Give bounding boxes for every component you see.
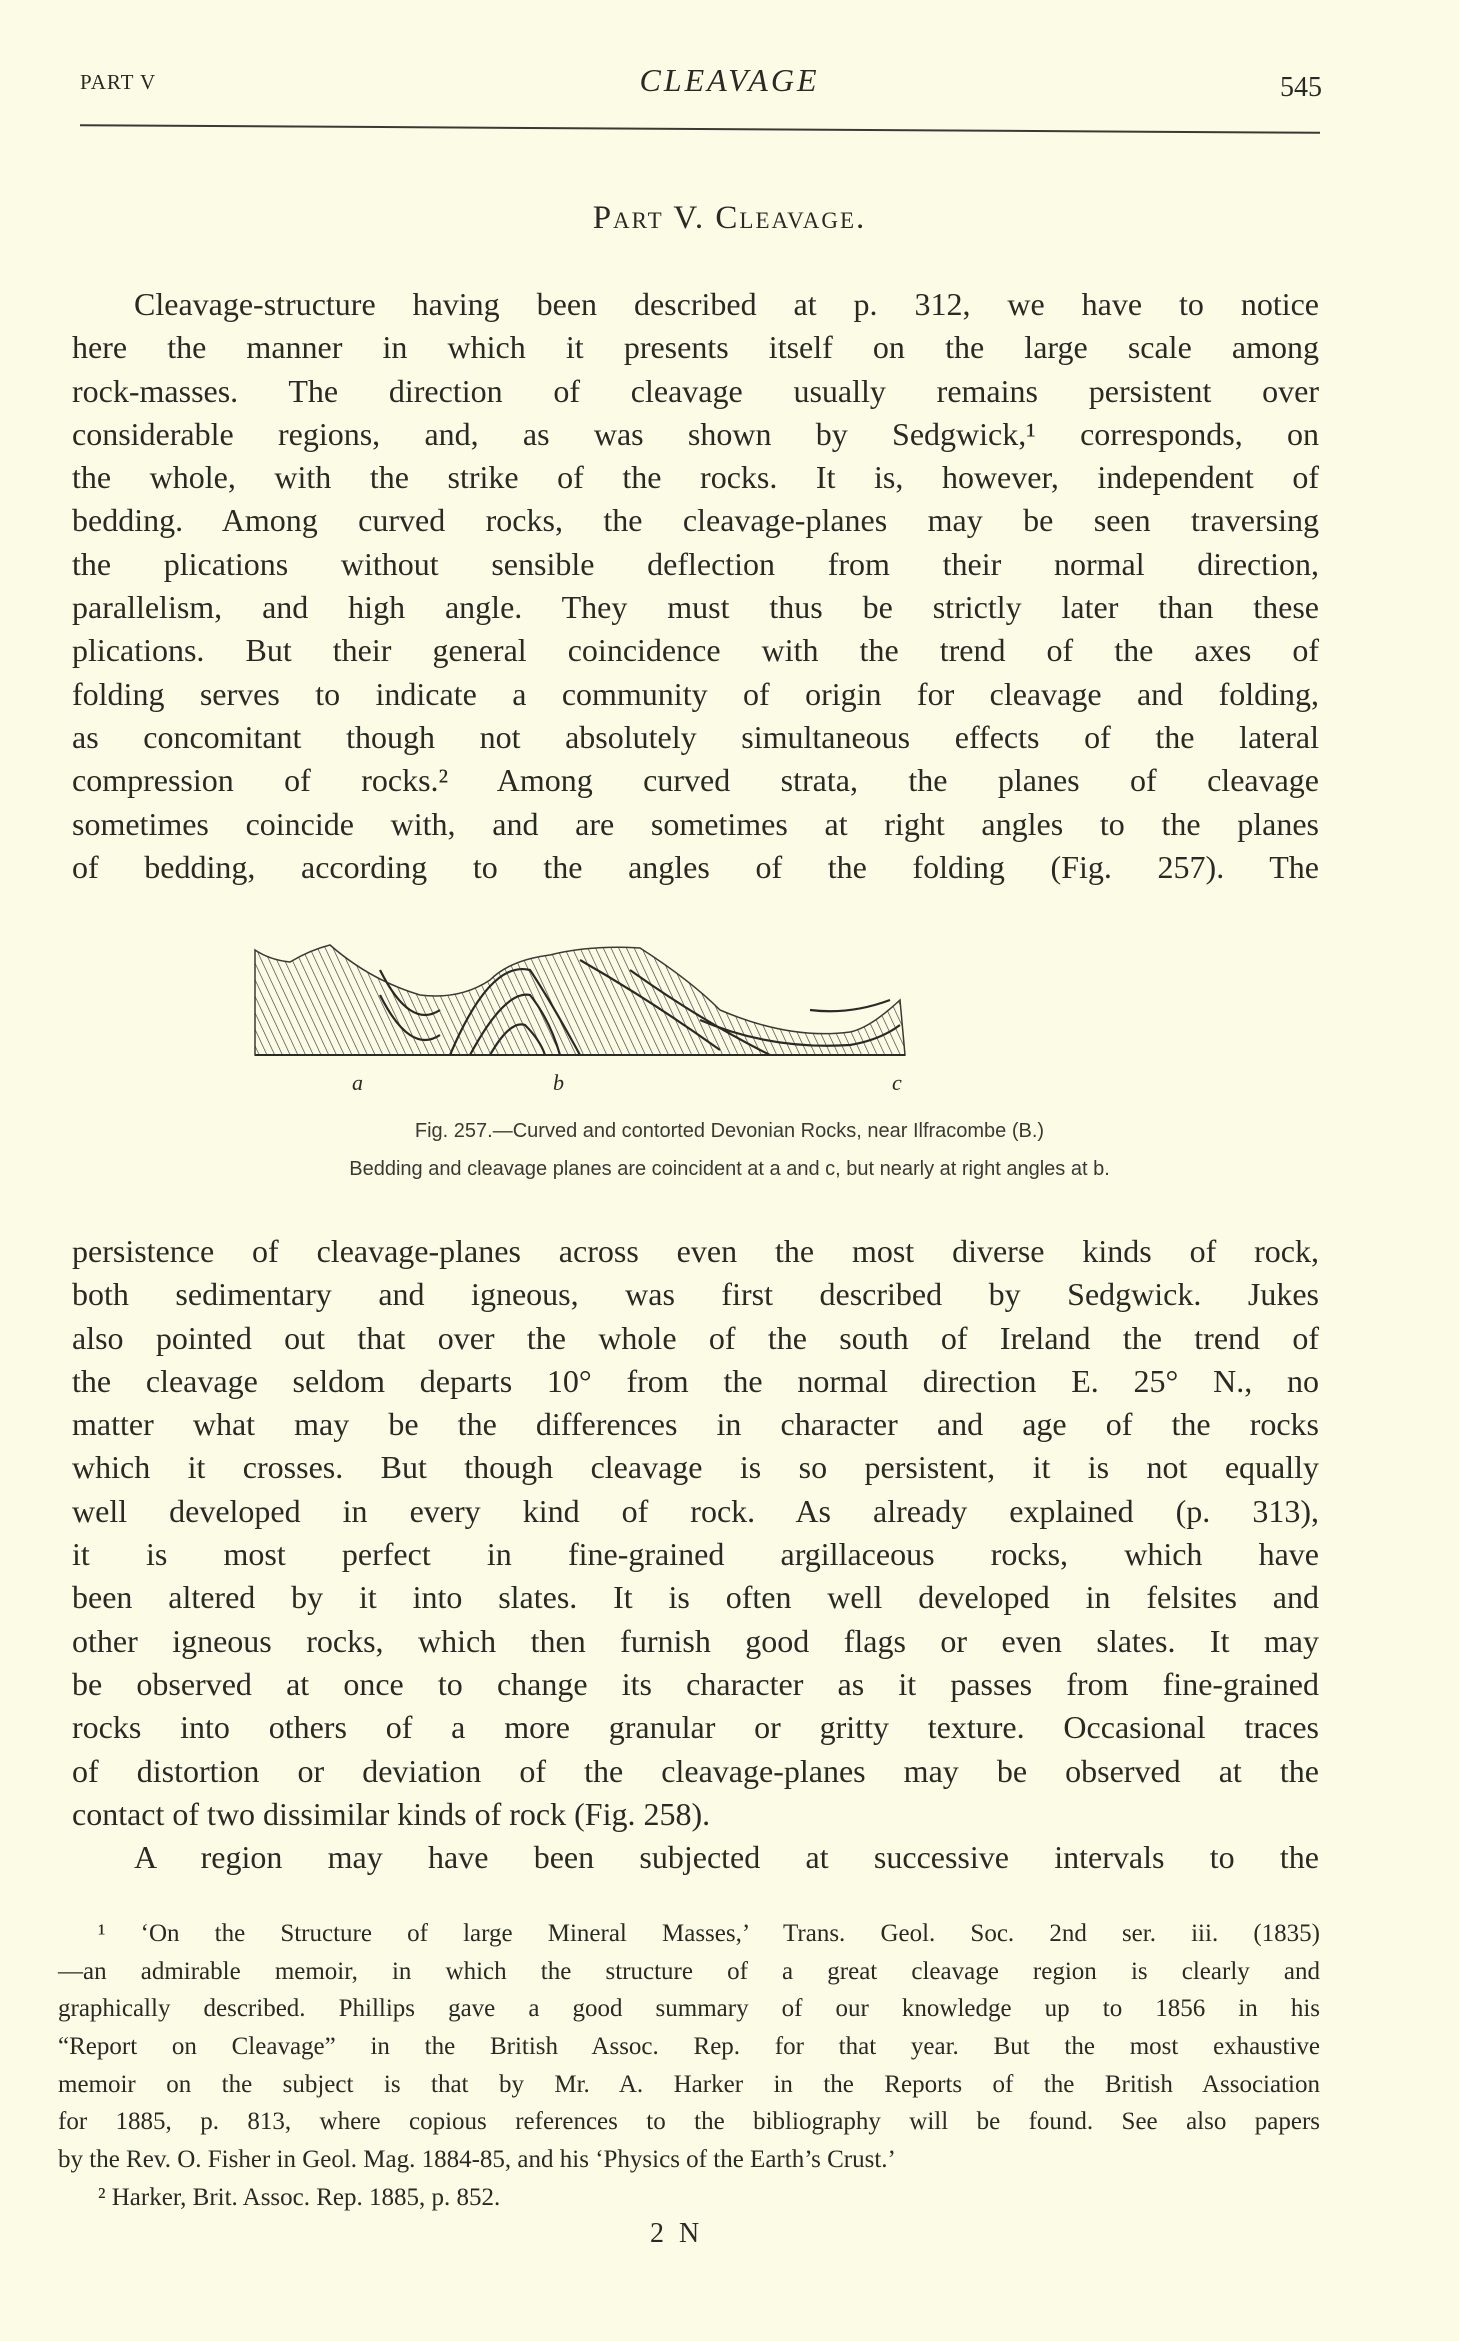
- paragraph-line: been altered by it into slates. It is often well developed in felsites and: [72, 1579, 1319, 1616]
- paragraph-line: considerable regions, and, as was shown by Sedgwick,¹ corresponds, on: [72, 415, 1319, 452]
- figure-caption-line-2: Bedding and cleavage planes are coincident at a and c, but nearly at right angles at b.: [349, 1158, 1110, 1180]
- printer-signature: 2 N: [650, 2218, 704, 2249]
- figure-257-illustration: [250, 920, 1160, 1065]
- running-header-title: CLEAVAGE: [639, 62, 820, 98]
- paragraph-line: rock-masses. The direction of cleavage usually remains persistent over: [72, 372, 1319, 409]
- paragraph-line: the plications without sensible deflection from their normal direction,: [72, 545, 1319, 582]
- paragraph-line: well developed in every kind of rock. As already explained (p. 313),: [72, 1492, 1319, 1529]
- paragraph-line: sometimes coincide with, and are sometimes at right angles to the planes: [72, 805, 1319, 842]
- page-number: 545: [1280, 72, 1322, 103]
- paragraph-line: bedding. Among curved rocks, the cleavage-planes may be seen traversing: [72, 502, 1319, 539]
- footnotes: [58, 1915, 1320, 2217]
- section-title: Part V. Cleavage.: [592, 200, 867, 236]
- footnote-1-line: memoir on the subject is that by Mr. A. Harker in the Reports of the British Association: [58, 2070, 1320, 2098]
- paragraph-line: plications. But their general coincidence with the trend of the axes of: [72, 632, 1319, 669]
- running-header-part: PART V: [80, 70, 157, 94]
- paragraph-1: [72, 283, 1319, 889]
- paragraph-line: matter what may be the differences in character and age of the rocks: [72, 1406, 1319, 1443]
- footnote-1-line: ¹ ‘On the Structure of large Mineral Masses,’ Trans. Geol. Soc. 2nd ser. iii. (1835): [98, 1920, 1320, 1947]
- paragraph-line: contact of two dissimilar kinds of rock (Fig. 258).: [72, 1795, 711, 1832]
- paragraph-line: compression of rocks.² Among curved strata, the planes of cleavage: [72, 762, 1319, 799]
- footnote-1-line: for 1885, p. 813, where copious references to the bibliography will be found. See also papers: [58, 2108, 1320, 2136]
- footnote-1-line: graphically described. Phillips gave a good summary of our knowledge up to 1856 in his: [58, 1995, 1320, 2023]
- paragraph-line: here the manner in which it presents itself on the large scale among: [72, 329, 1319, 366]
- footnote-1-line: by the Rev. O. Fisher in Geol. Mag. 1884-85, and his ‘Physics of the Earth’s Crust.’: [58, 2146, 896, 2174]
- paragraph-3: [72, 1836, 1319, 1879]
- figure-label-c: c: [892, 1070, 902, 1095]
- paragraph-line: other igneous rocks, which then furnish good flags or even slates. It may: [72, 1622, 1319, 1659]
- figure-label-a: a: [352, 1070, 363, 1095]
- figure-label-b: b: [553, 1070, 564, 1095]
- paragraph-line: as concomitant though not absolutely simultaneous effects of the lateral: [72, 718, 1319, 755]
- paragraph-line: of distortion or deviation of the cleavage-planes may be observed at the: [72, 1752, 1319, 1789]
- paragraph-line: both sedimentary and igneous, was first described by Sedgwick. Jukes: [72, 1276, 1319, 1313]
- paragraph-line: of bedding, according to the angles of the folding (Fig. 257). The: [72, 848, 1319, 885]
- paragraph-line: A region may have been subjected at successive intervals to the: [134, 1839, 1319, 1875]
- paragraph-line: it is most perfect in fine-grained argillaceous rocks, which have: [72, 1536, 1319, 1573]
- paragraph-line: also pointed out that over the whole of the south of Ireland the trend of: [72, 1319, 1319, 1356]
- paragraph-line: persistence of cleavage-planes across even the most diverse kinds of rock,: [72, 1233, 1319, 1269]
- paragraph-line: be observed at once to change its character as it passes from fine-grained: [72, 1665, 1319, 1702]
- footnote-2: ² Harker, Brit. Assoc. Rep. 1885, p. 852.: [98, 2183, 501, 2211]
- footnote-1-line: “Report on Cleavage” in the British Assoc. Rep. for that year. But the most exhaustive: [58, 2033, 1320, 2061]
- paragraph-line: the cleavage seldom departs 10° from the normal direction E. 25° N., no: [72, 1362, 1319, 1399]
- header-rule: [80, 124, 1320, 134]
- paragraph-line: folding serves to indicate a community of origin for cleavage and folding,: [72, 675, 1319, 712]
- paragraph-line: Cleavage-structure having been described at p. 312, we have to notice: [134, 286, 1319, 322]
- paragraph-line: which it crosses. But though cleavage is so persistent, it is not equally: [72, 1449, 1319, 1486]
- footnote-1-line: —an admirable memoir, in which the structure of a great cleavage region is clearly and: [58, 1957, 1320, 1985]
- paragraph-line: rocks into others of a more granular or gritty texture. Occasional traces: [72, 1709, 1319, 1746]
- paragraph-2: [72, 1230, 1319, 1836]
- paragraph-line: parallelism, and high angle. They must thus be strictly later than these: [72, 589, 1319, 626]
- rock-section: [255, 945, 905, 1055]
- figure-caption-line-1: Fig. 257.—Curved and contorted Devonian Rocks, near Ilfracombe (B.): [414, 1120, 1045, 1142]
- paragraph-line: the whole, with the strike of the rocks. It is, however, independent of: [72, 459, 1319, 496]
